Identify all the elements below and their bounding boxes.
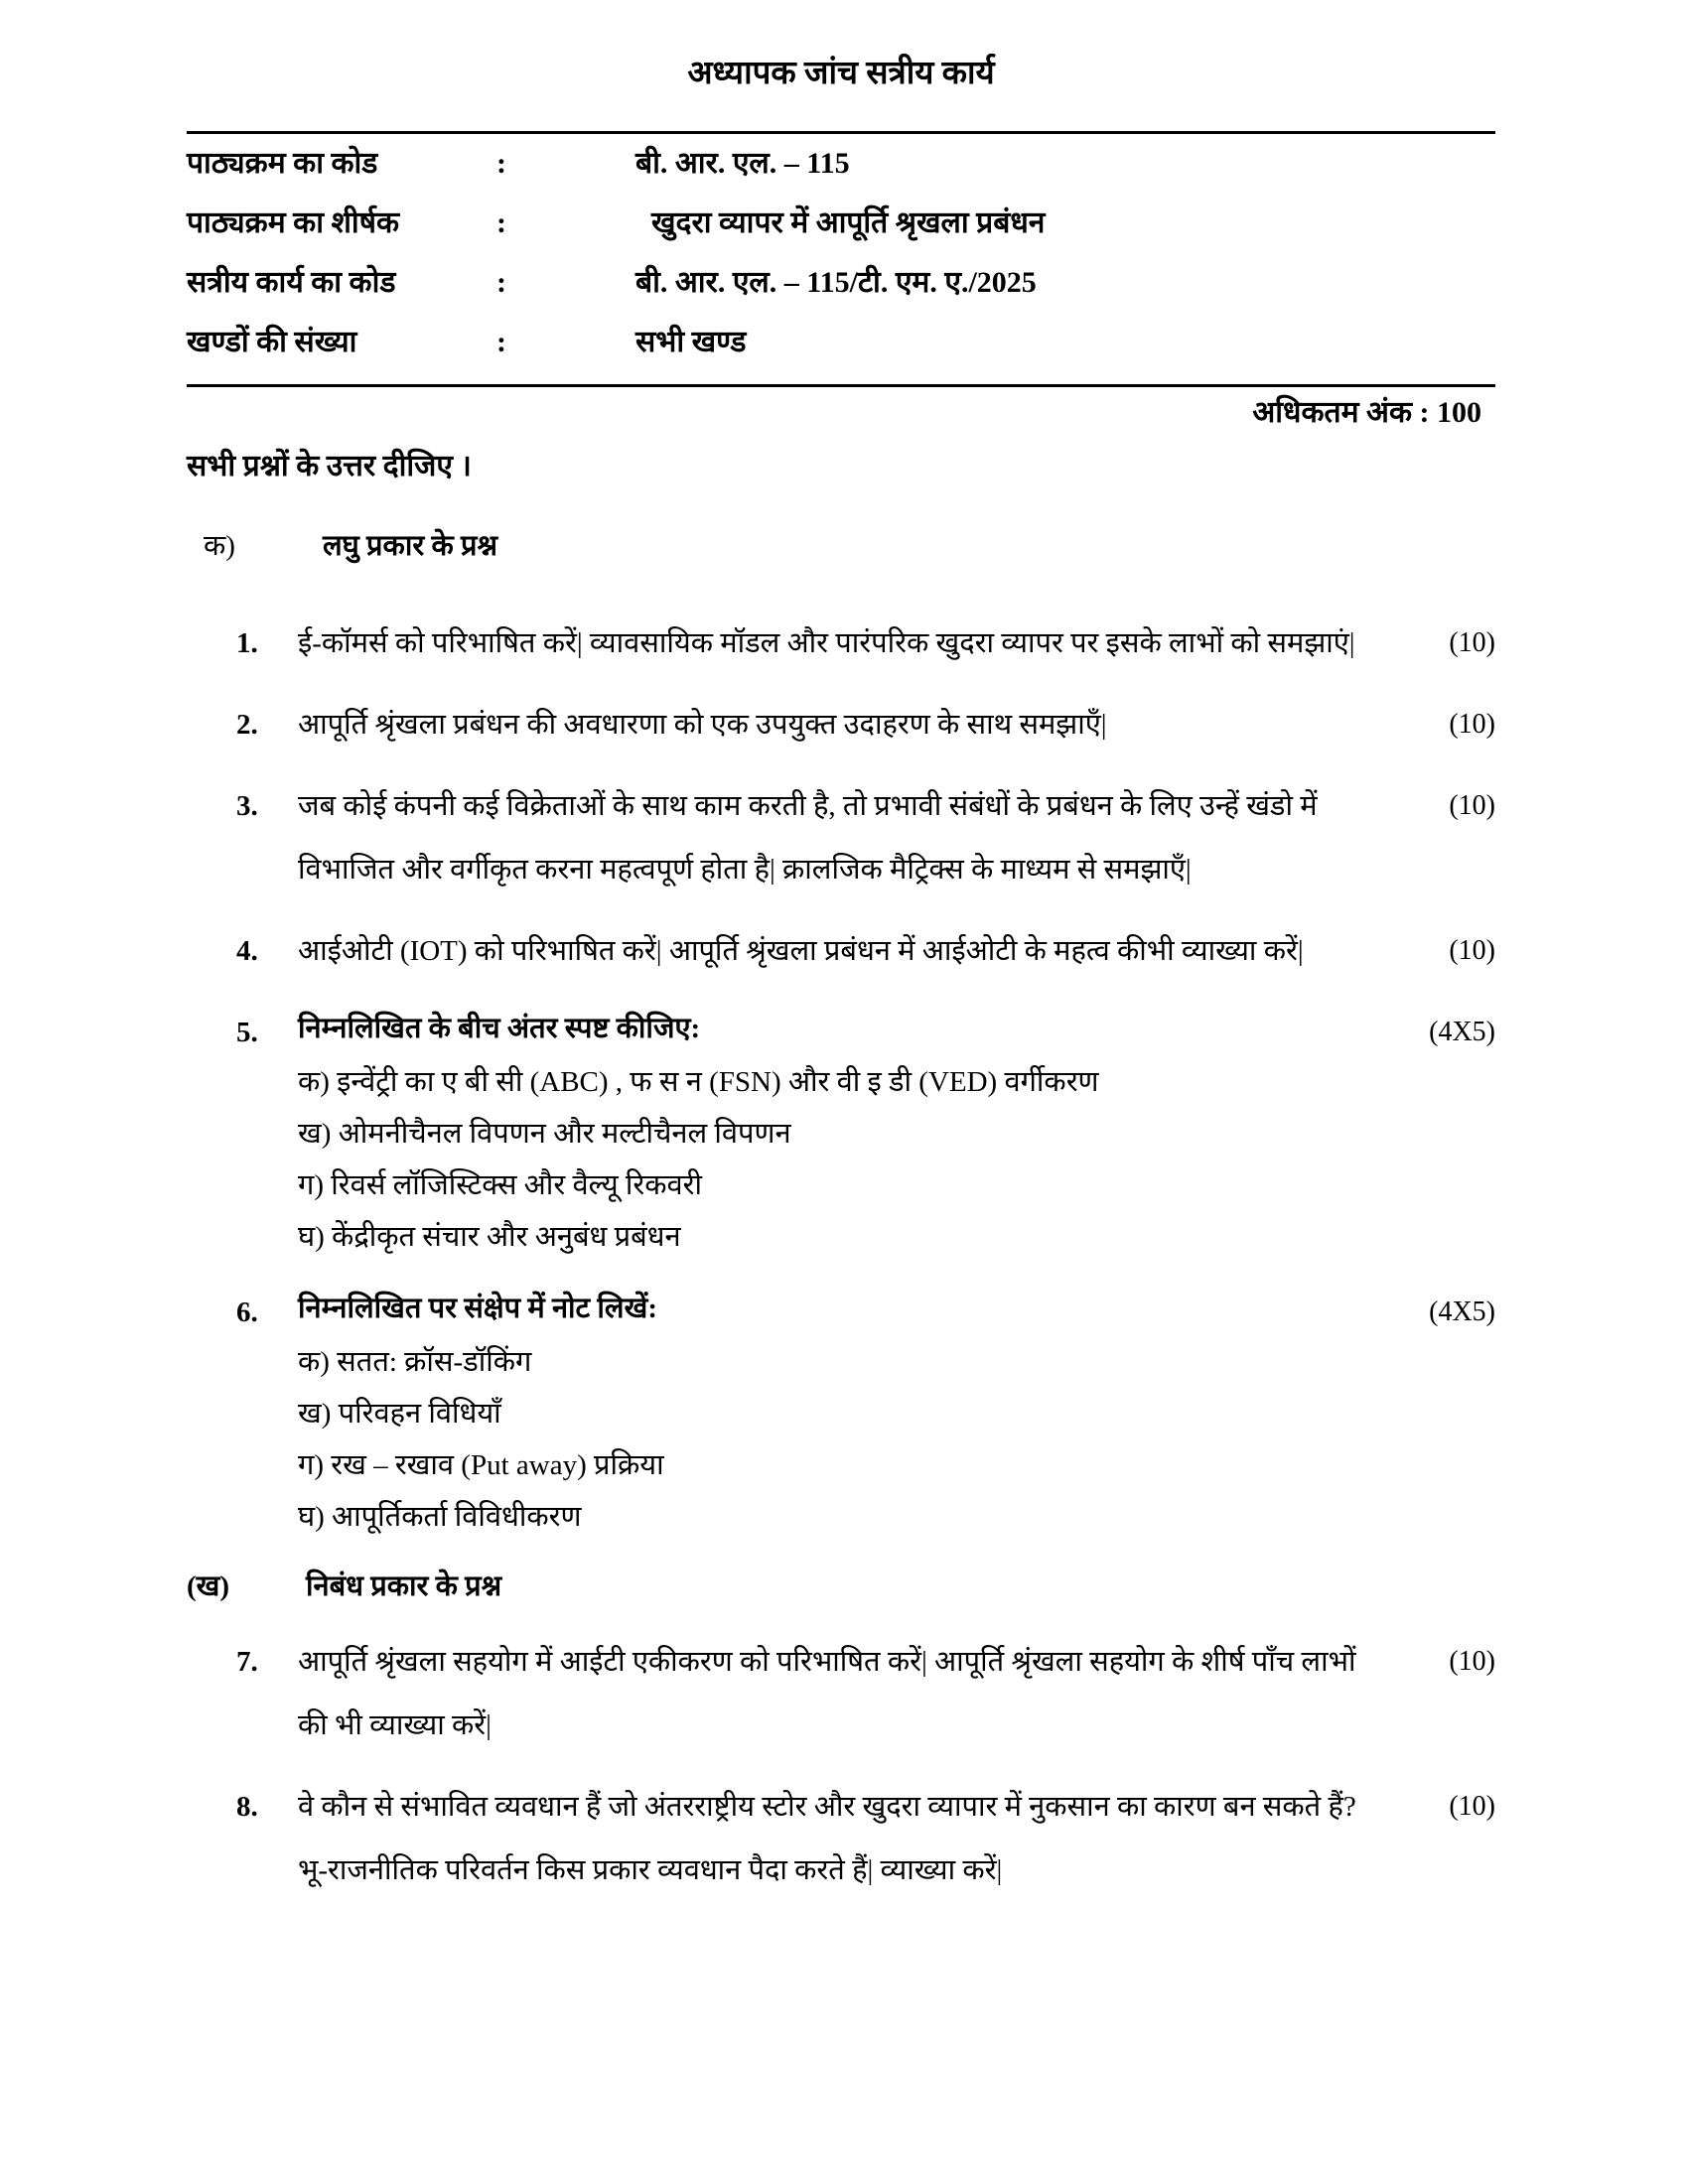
question-5-item-b: ख) ओमनीचैनल विपणन और मल्टीचैनल विपणन (298, 1118, 791, 1150)
sections-count-label: खण्डों की संख्या (187, 326, 357, 358)
question-2-number: 2. (236, 709, 258, 741)
question-4-marks: (10) (1449, 935, 1495, 966)
section-b-title: निबंध प्रकार के प्रश्न (306, 1570, 502, 1602)
section-a-title: लघु प्रकार के प्रश्न (323, 530, 497, 562)
question-7-text: आपूर्ति श्रृंखला सहयोग में आईटी एकीकरण को परिभाषित करें| आपूर्ति श्रृंखला सहयोग के शीर्ष पाँच लाभों की भी व्याख्या करें| (298, 1646, 1356, 1741)
question-6-marks: (4X5) (1429, 1297, 1495, 1327)
question-8-number: 8. (236, 1791, 258, 1823)
page-title: अध्यापक जांच सत्रीय कार्य (687, 56, 995, 91)
question-6 (187, 1281, 1495, 1543)
header-divider-bottom (187, 384, 1495, 387)
question-6-item-b: ख) परिवहन विधियाँ (298, 1398, 501, 1430)
question-8 (187, 1775, 1495, 1902)
question-1-marks: (10) (1449, 627, 1495, 658)
question-1 (187, 612, 1495, 675)
course-code-value: बी. आर. एल. – 115 (635, 147, 850, 180)
course-title-value: खुदरा व्यापर में आपूर्ति श्रृखला प्रबंधन (651, 206, 1046, 239)
question-8-marks: (10) (1449, 1791, 1495, 1822)
question-7-number: 7. (236, 1646, 258, 1678)
sections-count-value: सभी खण्ड (635, 326, 747, 358)
question-7 (187, 1630, 1495, 1757)
separator-colon: : (496, 206, 506, 239)
instruction-text: सभी प्रश्नों के उत्तर दीजिए । (187, 450, 472, 482)
question-3-marks: (10) (1449, 790, 1495, 821)
question-4-number: 4. (236, 935, 258, 967)
section-a-heading (187, 520, 1495, 572)
question-6-number: 6. (236, 1297, 258, 1328)
question-3-text: जब कोई कंपनी कई विक्रेताओं के साथ काम करती है, तो प्रभावी संबंधों के प्रबंधन के लिए उन्हें खंडो में विभाजित और वर्गीकृत करना महत्वपूर्ण होता है| क्रालजिक मैट्रिक्स के माध्यम से समझाएँ| (298, 790, 1318, 886)
separator-colon: : (496, 266, 506, 299)
question-5-body (298, 1001, 1375, 1263)
course-code-row (187, 134, 1495, 194)
question-5-marks: (4X5) (1429, 1017, 1495, 1047)
course-title-row (187, 194, 1495, 253)
question-2-marks: (10) (1449, 709, 1495, 740)
separator-colon: : (496, 147, 506, 180)
question-5-number: 5. (236, 1017, 258, 1048)
question-5-heading: निम्नलिखित के बीच अंतर स्पष्ट कीजिए: (298, 1013, 701, 1044)
question-5 (187, 1001, 1495, 1263)
assignment-code-value: बी. आर. एल. – 115/टी. एम. ए./2025 (635, 266, 1037, 299)
max-marks-label: अधिकतम अंक : 100 (1252, 396, 1481, 429)
question-4 (187, 919, 1495, 983)
section-b-heading (187, 1561, 1495, 1612)
question-6-heading: निम्नलिखित पर संक्षेप में नोट लिखें: (298, 1293, 657, 1324)
question-6-body (298, 1281, 1375, 1543)
question-1-text: ई-कॉमर्स को परिभाषित करें| व्यावसायिक मॉडल और पारंपरिक खुदरा व्यापर पर इसके लाभों को समझाएं| (298, 627, 1355, 659)
question-2-text: आपूर्ति श्रृंखला प्रबंधन की अवधारणा को एक उपयुक्त उदाहरण के साथ समझाएँ| (298, 709, 1107, 741)
assignment-code-row (187, 253, 1495, 313)
question-8-text: वे कौन से संभावित व्यवधान हैं जो अंतरराष्ट्रीय स्टोर और खुदरा व्यापार में नुकसान का कारण बन सकते हैं? भू-राजनीतिक परिवर्तन किस प्रकार व्यवधान पैदा करते हैं| व्याख्या करें| (298, 1791, 1356, 1886)
question-4-text: आईओटी (IOT) को परिभाषित करें| आपूर्ति श्रृंखला प्रबंधन में आईओटी के महत्व कीभी व्याख्या करें| (298, 935, 1304, 967)
question-2 (187, 693, 1495, 756)
section-b-label: (ख) (187, 1570, 230, 1602)
question-1-number: 1. (236, 627, 258, 659)
separator-colon: : (496, 326, 506, 358)
course-info-table (187, 134, 1495, 372)
question-3-number: 3. (236, 790, 258, 822)
sections-count-row (187, 313, 1495, 372)
course-title-label: पाठ्यक्रम का शीर्षक (187, 206, 400, 239)
question-5-item-c: ग) रिवर्स लॉजिस्टिक्स और वैल्यू रिकवरी (298, 1169, 703, 1201)
question-7-marks: (10) (1449, 1646, 1495, 1677)
question-5-item-d: घ) केंद्रीकृत संचार और अनुबंध प्रबंधन (298, 1221, 681, 1253)
question-6-item-c: ग) रख – रखाव (Put away) प्रक्रिया (298, 1449, 664, 1481)
question-6-item-d: घ) आपूर्तिकर्ता विविधीकरण (298, 1501, 582, 1533)
question-5-item-a: क) इन्वेंट्री का ए बी सी (ABC) , फ स न (FSN) और वी इ डी (VED) वर्गीकरण (298, 1066, 1099, 1098)
course-code-label: पाठ्यक्रम का कोड (187, 147, 378, 180)
section-a-label: क) (204, 530, 235, 562)
question-3 (187, 774, 1495, 901)
question-6-item-a: क) सतत: क्रॉस-डॉकिंग (298, 1346, 532, 1378)
assignment-code-label: सत्रीय कार्य का कोड (187, 266, 396, 299)
